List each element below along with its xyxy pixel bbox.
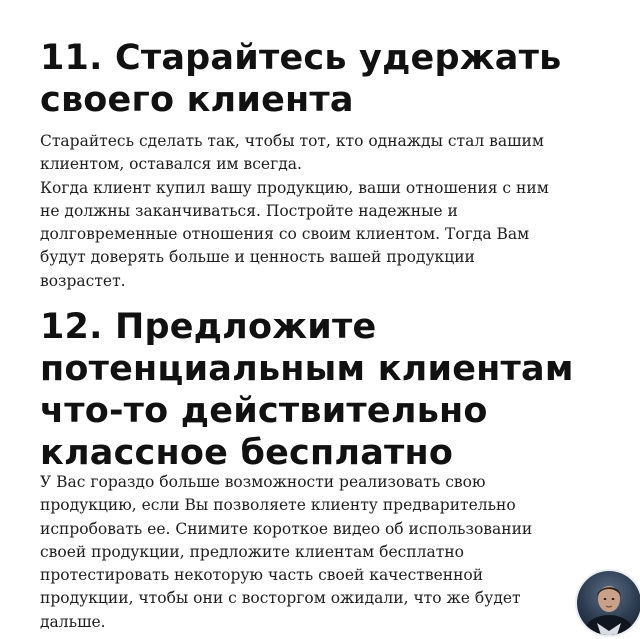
body-line: испробовать ее. Снимите короткое видео об использовании <box>40 519 533 538</box>
body-line: долговременные отношения со своим клиентом. Тогда Вам <box>40 225 530 244</box>
avatar-portrait-icon <box>577 571 640 635</box>
body-line: продукцию, если Вы позволяете клиенту предварительно <box>40 496 516 515</box>
heading-line: что-то действительно <box>40 391 488 431</box>
section-11-body <box>40 130 640 293</box>
body-line: Старайтесь сделать так, чтобы тот, кто однажды стал вашим <box>40 132 544 150</box>
section-11-heading <box>40 37 561 121</box>
heading-line: 12. Предложите <box>40 307 377 347</box>
heading-line: классное бесплатно <box>40 433 454 473</box>
author-avatar-icon <box>577 571 640 635</box>
section-12-body <box>40 471 640 634</box>
heading-line: 11. Старайтесь удержать <box>40 38 562 78</box>
body-line: У Вас гораздо больше возможности реализовать свою <box>40 473 486 491</box>
body-line: протестировать некоторую часть своей качественной <box>40 566 484 585</box>
body-line: не должны заканчиваться. Постройте надежные и <box>40 201 458 220</box>
heading-line: своего клиента <box>40 80 354 120</box>
body-line: дальше. <box>40 612 106 631</box>
body-line: своей продукции, предложите клиентам бесплатно <box>40 542 465 561</box>
heading-line: потенциальным клиентам <box>40 349 574 389</box>
body-line: будут доверять больше и ценность вашей продукции <box>40 248 475 267</box>
body-line: продукции, чтобы они с восторгом ожидали, что же будет <box>40 589 521 608</box>
body-line: Когда клиент купил вашу продукцию, ваши отношения с ним <box>40 178 549 197</box>
section-12-heading <box>40 306 574 474</box>
body-line: клиентом, оставался им всегда. <box>40 155 302 174</box>
body-line: возрастет. <box>40 271 126 290</box>
